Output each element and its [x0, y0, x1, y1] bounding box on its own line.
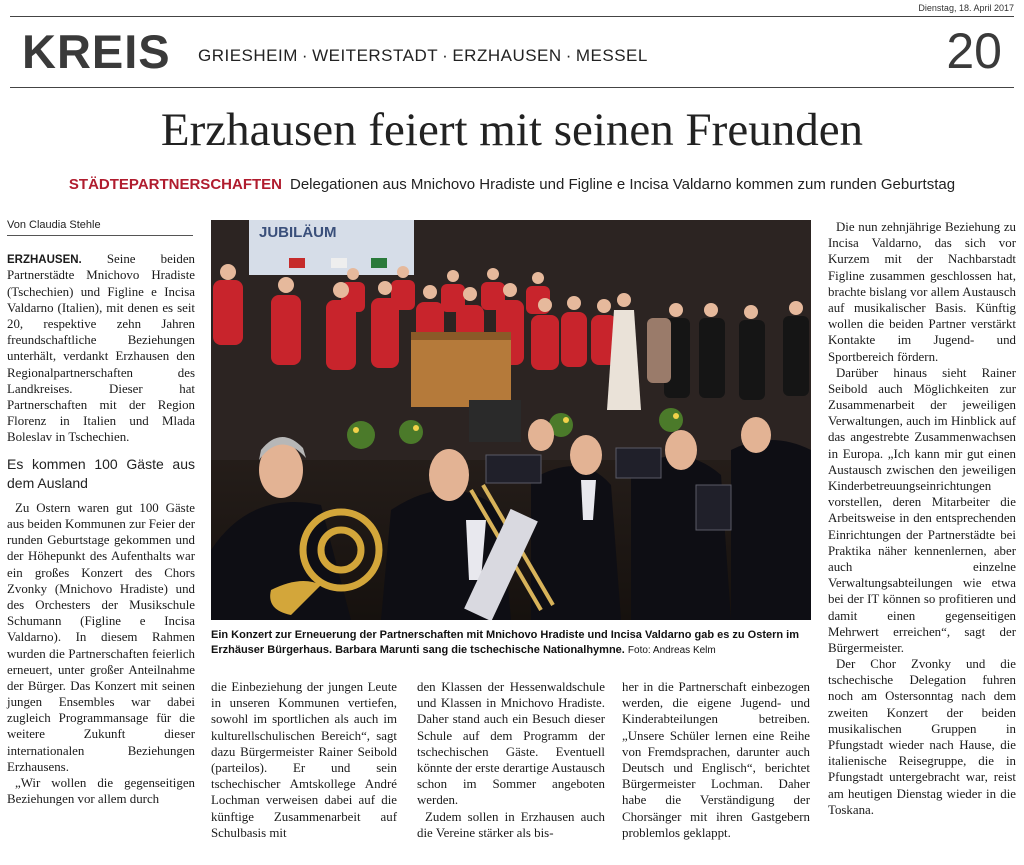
paragraph: „Wir wollen die gegenseitigen Beziehungen vor allem durch — [7, 776, 195, 807]
town-griesheim: GRIESHEIM — [198, 46, 298, 65]
dateline: ERZHAUSEN. — [7, 254, 82, 266]
column-1 — [7, 251, 195, 807]
town-erzhausen: ERZHAUSEN — [452, 46, 562, 65]
crosshead: Es kommen 100 Gäste aus dem Ausland — [7, 456, 195, 491]
paragraph: Zudem sollen in Erzhausen auch die Vereine stärker als bis- — [417, 809, 605, 840]
paragraph: die Einbeziehung der jungen Leute in unseren Kommunen vertiefen, sowohl im sportlichen als auch im kulturellschulischen Bereich“, sagt dazu Bürgermeister Rainer Seibold (parteilos). Er und sein tschechischer Amtskollege André Lochman verweisen dabei auf die künftige Zusammenarbeit auf Schulbasis mit — [211, 680, 397, 840]
separator-dot: · — [565, 46, 572, 65]
column-2 — [211, 679, 397, 841]
column-5 — [828, 219, 1016, 818]
header-rule — [10, 87, 1014, 88]
author-byline: Von Claudia Stehle — [7, 219, 101, 231]
lead-paragraph — [7, 251, 195, 445]
paragraph: den Klassen der Hessenwaldschule und Klassen in Mnichovo Hradiste. Daher stand auch ein Besuch dieser Schule auf dem Programm der tschechischen Gäste. Eventuell könnte der erste derartige Austausch schon im Sommer angeboten werden. — [417, 680, 605, 808]
separator-dot: · — [442, 46, 449, 65]
photo-credit: Foto: Andreas Kelm — [627, 644, 716, 656]
section-title: KREIS — [22, 25, 171, 78]
column-4 — [622, 679, 810, 841]
caption-text: Ein Konzert zur Erneuerung der Partnerschaften mit Mnichovo Hradiste und Incisa Valdarno gab es zu Ostern im Erzhäuser Bürgerhaus. Barbara Marunti sang die tschechische Nationalhymne. — [211, 629, 800, 656]
paragraph: Zu Ostern waren gut 100 Gäste aus beiden Kommunen zur Feier der runden Geburtstage gekommen und der Höhepunkt des Aufenthalts war ein großes Konzert des Chors Zvonky (Mnichovo Hradiste) und des Orchesters der Musikschule Schumann (Figline e Incisa Valdarno). In diesem Rahmen wurden die Partnerschaften feierlich erneuert, unter großer Anteilnahme der Bürger. Das Konzert mit seinen jungen Ensembles war dabei zugleich Programmansage für die weitere Zukunft dieser internationalen Beziehungen Erzhausens. — [7, 500, 195, 774]
stage-banner: JUBILÄUM — [259, 224, 337, 241]
issue-date: Dienstag, 18. April 2017 — [918, 3, 1014, 13]
page-number: 20 — [946, 23, 1002, 79]
town-weiterstadt: WEITERSTADT — [312, 46, 439, 65]
photo-caption — [211, 628, 811, 658]
town-list — [198, 46, 648, 66]
concert-photo-illustration — [211, 220, 811, 620]
paragraph: Der Chor Zvonky und die tschechische Delegation fuhren noch am Ostersonntag nach dem zweiten Konzert der beiden musikalischen Gruppen in Pfungstadt wieder nach Hause, die italienische Reisegruppe, die in Pfungstadt untergebracht war, reist am heutigen Dienstag wieder in die Toskana. — [828, 657, 1016, 817]
kicker-keyword: STÄDTEPARTNERSCHAFTEN — [68, 176, 282, 193]
column-3 — [417, 679, 605, 841]
byline-rule — [7, 235, 193, 236]
separator-dot: · — [301, 46, 309, 65]
article-subheadline: Delegationen aus Mnichovo Hradiste und Figline e Incisa Valdarno kommen zum runden Geburtstag — [289, 176, 956, 193]
paragraph: Darüber hinaus sieht Rainer Seibold auch Möglichkeiten zur Zusammenarbeit der jeweiligen Verwaltungen, auch im Hinblick auf das angestrebte Zusammenwachsen in Europa. „Ich kann mir gut einen Austausch zwischen den jeweiligen Kinderbetreuungseinrichtungen vorstellen, deren Mitarbeiter die Arbeitsweise in den entsprechenden Einrichtungen der Partnerstädte bei Praktika näher kennenlernen, aber auch einzelne Verwaltungsabteilungen wie etwa bei der IT können so profitieren und damit einen gegenseitigen Mehrwert erreichen“, sagt der Bürgermeister. — [828, 365, 1016, 655]
lead-text: Seine beiden Partnerstädte Mnichovo Hradiste (Tschechien) und Figline e Incisa Valdarno (Italien), mit denen es seit 20, respektive zehn Jahren freundschaftliche Beziehungen unterhält, verdankt Erzhausen den Regionalpartnerschaften des Landkreises. Dieser hat Partnerschaften mit der Region Florenz in Italien und Mlada Boleslav in Tschechien. — [7, 252, 195, 445]
article-headline: Erzhausen feiert mit seinen Freunden — [160, 104, 864, 156]
town-messel: MESSEL — [575, 46, 648, 65]
paragraph: her in die Partnerschaft einbezogen werden, die eigene Jugend- und Kinderabteilungen betreiben. „Unsere Schüler lernen eine Reihe von Fremdsprachen, darunter auch Deutsch und Englisch“, berichtet Bürgermeister Lochman. Daher habe die Verständigung der Chorsänger mit ihren Gastgebern problemlos geklappt. — [622, 680, 810, 840]
paragraph: Die nun zehnjährige Beziehung zu Incisa Valdarno, das sich vor Kurzem mit der Nachbarstadt Figline zusammen geschlossen hat, brachte bislang vor allem Austausch auf musikalischer Basis. Künftig wollen die beiden Partner verstärkt Kontakte im Jugend- und Sportbereich fördern. — [828, 220, 1016, 364]
kicker-line — [0, 176, 1024, 193]
top-rule — [10, 16, 1014, 17]
concert-photo — [211, 220, 811, 620]
